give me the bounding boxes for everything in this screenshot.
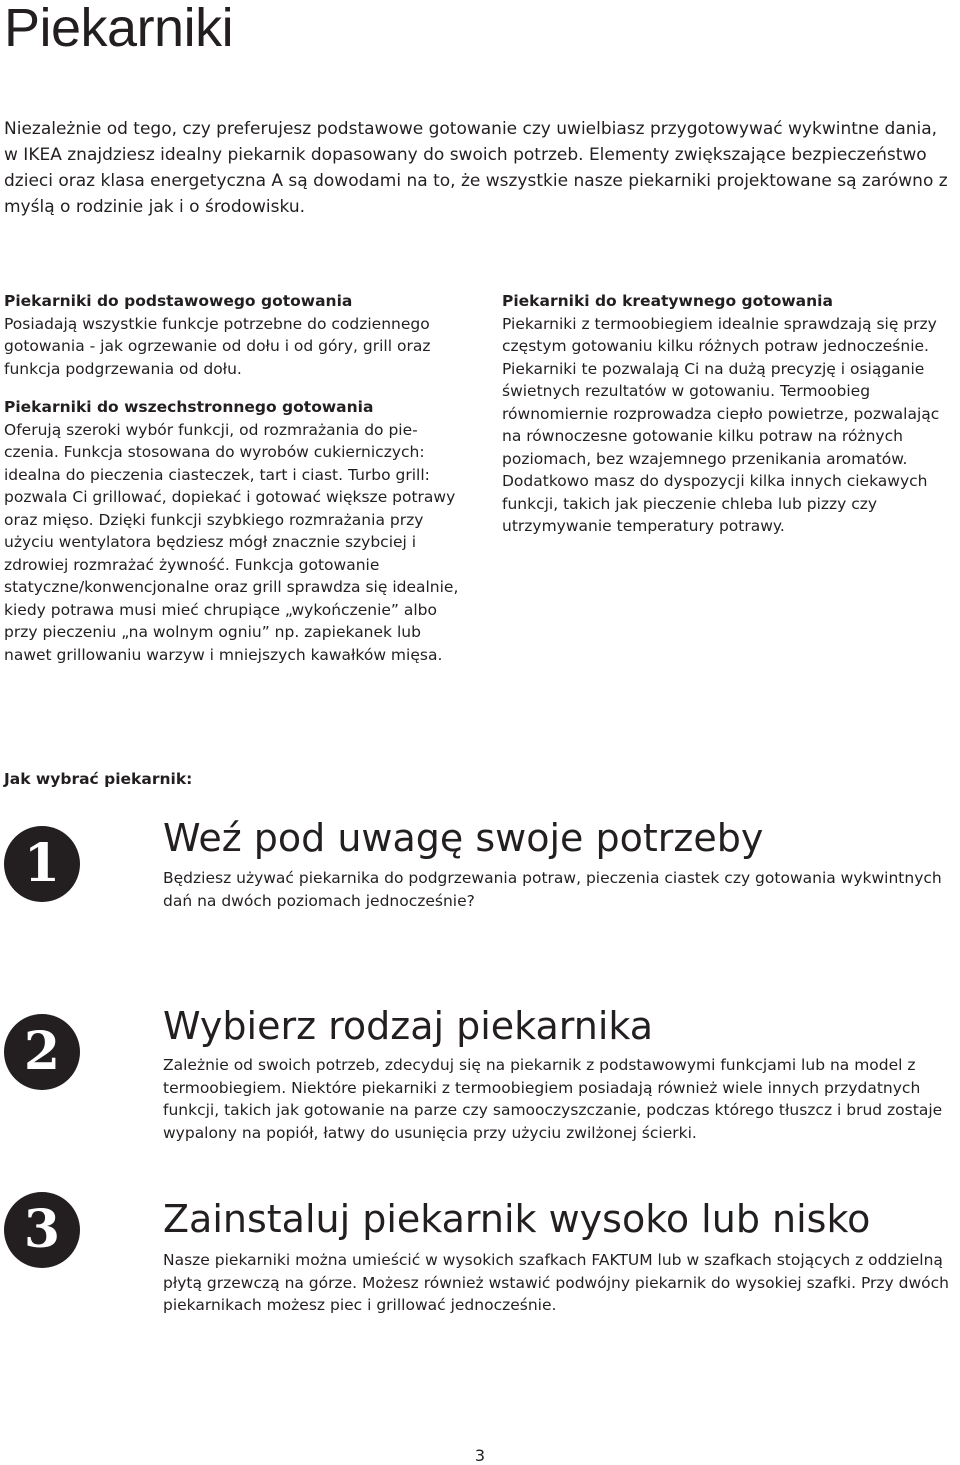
section-text-versatile: Oferują szeroki wybór funkcji, od rozmrażania do pieczenia. Funkcja stosowana do wyrobów cukierniczych: idealna do pieczenia ciasteczek, tart i ciast. Turbo grill: pozwala Ci grillować, dopiekać i gotować większe potrawy oraz mięso. Dzięki funkcji szybkiego rozmrażania przy użyciu wentylatora będziesz mógł znacznie szybciej i zdrowiej rozmrażać żywność. Funkcja gotowanie statyczne/konwencjonalne oraz grill sprawdza się idealnie, kiedy potrawa musi mieć chrupiące „wykończenie” albo przy pieczeniu „na wolnym ogniu” np. zapiekanek lub nawet grillowaniu warzyw i mniejszych kawałków mięsa. [4, 420, 459, 664]
step-title: Zainstaluj piekarnik wysoko lub nisko [163, 1197, 871, 1241]
step-number-badge: 3 [4, 1192, 80, 1268]
how-to-heading: Jak wybrać piekarnik: [4, 770, 193, 788]
step-title: Wybierz rodzaj piekarnika [163, 1004, 654, 1048]
left-column [4, 290, 464, 682]
section-text-basic: Posiadają wszystkie funkcje potrzebne do codziennego gotowania - jak ogrzewanie od dołu i od góry, grill oraz funkcja podgrzewania od dołu. [4, 314, 431, 378]
section-heading-versatile: Piekarniki do wszechstronnego gotowania [4, 398, 374, 416]
step-text: Zależnie od swoich potrzeb, zdecyduj się na piekarnik z podstawowymi funkcjami lub na model z termoobiegiem. Niektóre piekarniki z termoobiegiem posiadają również wiele innych przydatnych funkcji, takich jak gotowanie na parze czy samooczyszczanie, podczas którego tłuszcz i brud zostaje wypalony na popiół, łatwy do usunięcia przy użyciu zwilżonej ścierki. [163, 1056, 943, 1142]
right-column [502, 290, 960, 554]
section-heading-creative: Piekarniki do kreatywnego gotowania [502, 292, 833, 310]
page-number: 3 [474, 1446, 486, 1465]
intro-paragraph: Niezależnie od tego, czy preferujesz podstawowe gotowanie czy uwielbiasz przygotowywać wykwintne dania, w IKEA znajdziesz idealny piekarnik dopasowany do swoich potrzeb. Elementy zwiększające bezpieczeństwo dzieci oraz klasa energetyczna A są dowodami na to, że wszystkie nasze piekarniki projektowane są zarówno z myślą o rodzinie jak i o środowisku. [4, 119, 948, 217]
section-heading-basic: Piekarniki do podstawowego gotowania [4, 292, 353, 310]
step-number-badge: 1 [4, 826, 80, 902]
step-number-badge: 2 [4, 1014, 80, 1090]
step-text: Będziesz używać piekarnika do podgrzewania potraw, pieczenia ciastek czy gotowania wykwintnych dań na dwóch poziomach jednocześnie? [163, 869, 942, 910]
page-title: Piekarniki [4, 0, 234, 58]
step-text: Nasze piekarniki można umieścić w wysokich szafkach FAKTUM lub w szafkach stojących z oddzielną płytą grzewczą na górze. Możesz również wstawić podwójny piekarnik do wysokiej szafki. Przy dwóch piekarnikach możesz piec i grillować jednocześnie. [163, 1251, 949, 1314]
step-title: Weź pod uwagę swoje potrzeby [163, 816, 764, 860]
section-text-creative: Piekarniki z termoobiegiem idealnie sprawdzają się przy częstym gotowaniu kilku różnych potraw jednocześnie. Piekarniki te pozwalają Ci na dużą precyzję i osiąganie świetnych rezultatów w gotowaniu. Termoobieg równomiernie rozprowadza ciepło powietrze, pozwalając na równoczesne gotowanie kilku potraw na różnych poziomach, bez wzajemnego przenikania aromatów. Dodatkowo masz do dyspozycji kilka innych ciekawych funkcji, takich jak pieczenie chleba lub pizzy czy utrzymywanie temperatury potrawy. [502, 314, 940, 535]
